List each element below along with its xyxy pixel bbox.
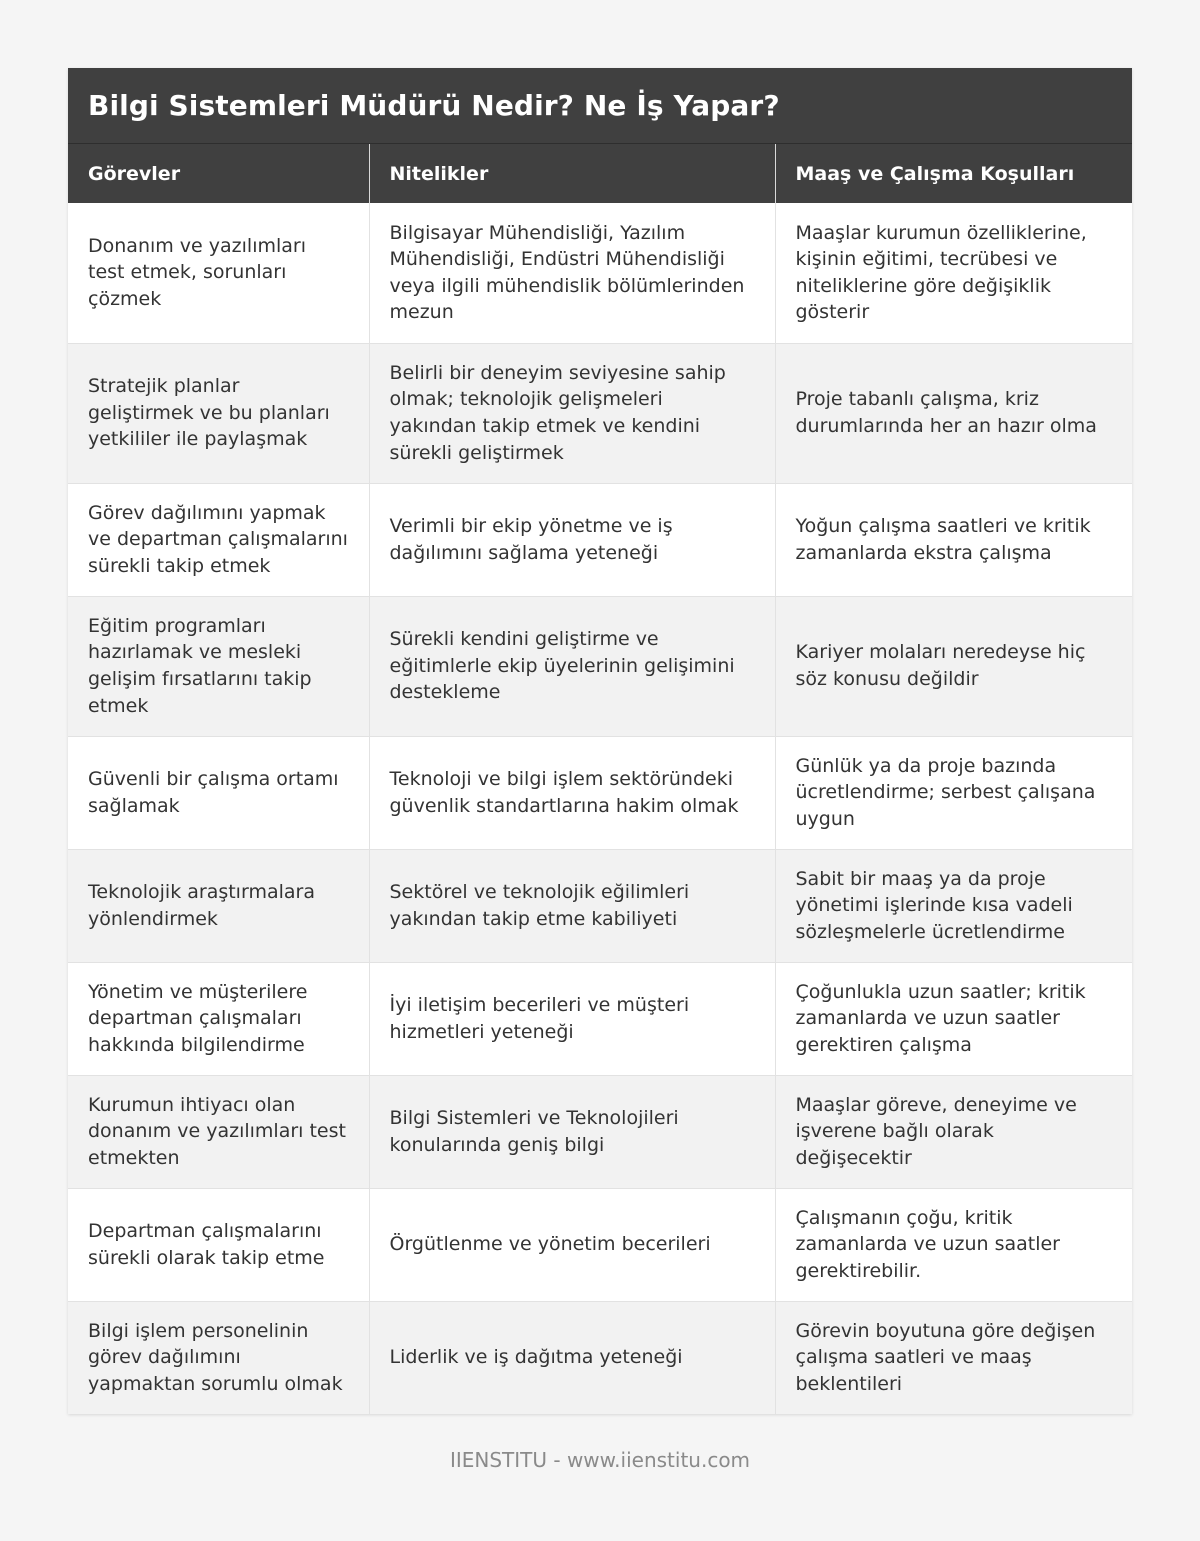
table-cell: Günlük ya da proje bazında ücretlendirme; serbest çalışana uygun <box>775 736 1132 849</box>
table-cell: Belirli bir deneyim seviyesine sahip olmak; teknolojik gelişmeleri yakından takip etmek ve kendini sürekli geliştirmek <box>369 343 775 483</box>
table-cell: Güvenli bir çalışma ortamı sağlamak <box>68 736 369 849</box>
table-cell: Örgütlenme ve yönetim becerileri <box>369 1188 775 1301</box>
info-table <box>68 144 1132 1414</box>
table-cell: Teknolojik araştırmalara yönlendirmek <box>68 849 369 962</box>
column-header-gorevler: Görevler <box>68 144 369 203</box>
table-cell: Kariyer molaları neredeyse hiç söz konusu değildir <box>775 596 1132 736</box>
table-cell: Sektörel ve teknolojik eğilimleri yakından takip etme kabiliyeti <box>369 849 775 962</box>
title-bar <box>68 68 1132 144</box>
table-row <box>68 483 1132 596</box>
table-cell: Yönetim ve müşterilere departman çalışmaları hakkında bilgilendirme <box>68 962 369 1075</box>
table-cell: Sürekli kendini geliştirme ve eğitimlerle ekip üyelerinin gelişimini destekleme <box>369 596 775 736</box>
table-cell: Çalışmanın çoğu, kritik zamanlarda ve uzun saatler gerektirebilir. <box>775 1188 1132 1301</box>
column-header-nitelikler: Nitelikler <box>369 144 775 203</box>
table-cell: Bilgisayar Mühendisliği, Yazılım Mühendisliği, Endüstri Mühendisliği veya ilgili mühendislik bölümlerinden mezun <box>369 203 775 343</box>
table-cell: Stratejik planlar geliştirmek ve bu planları yetkililer ile paylaşmak <box>68 343 369 483</box>
footer-credit: IIENSTITU - www.iienstitu.com <box>449 1448 751 1472</box>
table-row <box>68 596 1132 736</box>
table-cell: Eğitim programları hazırlamak ve mesleki gelişim fırsatlarını takip etmek <box>68 596 369 736</box>
table-cell: Bilgi Sistemleri ve Teknolojileri konularında geniş bilgi <box>369 1075 775 1188</box>
info-card <box>68 68 1132 1414</box>
table-cell: Proje tabanlı çalışma, kriz durumlarında her an hazır olma <box>775 343 1132 483</box>
table-cell: Çoğunlukla uzun saatler; kritik zamanlarda ve uzun saatler gerektiren çalışma <box>775 962 1132 1075</box>
table-row <box>68 849 1132 962</box>
table-header-row <box>68 144 1132 203</box>
table-row <box>68 343 1132 483</box>
table-cell: Verimli bir ekip yönetme ve iş dağılımını sağlama yeteneği <box>369 483 775 596</box>
table-row <box>68 736 1132 849</box>
table-cell: Bilgi işlem personelinin görev dağılımını yapmaktan sorumlu olmak <box>68 1301 369 1414</box>
table-cell: Görevin boyutuna göre değişen çalışma saatleri ve maaş beklentileri <box>775 1301 1132 1414</box>
table-cell: Teknoloji ve bilgi işlem sektöründeki güvenlik standartlarına hakim olmak <box>369 736 775 849</box>
table-cell: Sabit bir maaş ya da proje yönetimi işlerinde kısa vadeli sözleşmelerle ücretlendirme <box>775 849 1132 962</box>
table-cell: İyi iletişim becerileri ve müşteri hizmetleri yeteneği <box>369 962 775 1075</box>
table-cell: Kurumun ihtiyacı olan donanım ve yazılımları test etmekten <box>68 1075 369 1188</box>
table-cell: Departman çalışmalarını sürekli olarak takip etme <box>68 1188 369 1301</box>
table-cell: Maaşlar göreve, deneyime ve işverene bağlı olarak değişecektir <box>775 1075 1132 1188</box>
page-title: Bilgi Sistemleri Müdürü Nedir? Ne İş Yapar? <box>88 89 780 122</box>
table-row <box>68 1301 1132 1414</box>
column-header-maas: Maaş ve Çalışma Koşulları <box>775 144 1132 203</box>
table-cell: Görev dağılımını yapmak ve departman çalışmalarını sürekli takip etmek <box>68 483 369 596</box>
table-cell: Yoğun çalışma saatleri ve kritik zamanlarda ekstra çalışma <box>775 483 1132 596</box>
table-cell: Donanım ve yazılımları test etmek, sorunları çözmek <box>68 203 369 343</box>
table-row <box>68 1075 1132 1188</box>
table-cell: Maaşlar kurumun özelliklerine, kişinin eğitimi, tecrübesi ve niteliklerine göre değişiklik gösterir <box>775 203 1132 343</box>
table-row <box>68 962 1132 1075</box>
table-cell: Liderlik ve iş dağıtma yeteneği <box>369 1301 775 1414</box>
table-row <box>68 1188 1132 1301</box>
table-row <box>68 203 1132 343</box>
